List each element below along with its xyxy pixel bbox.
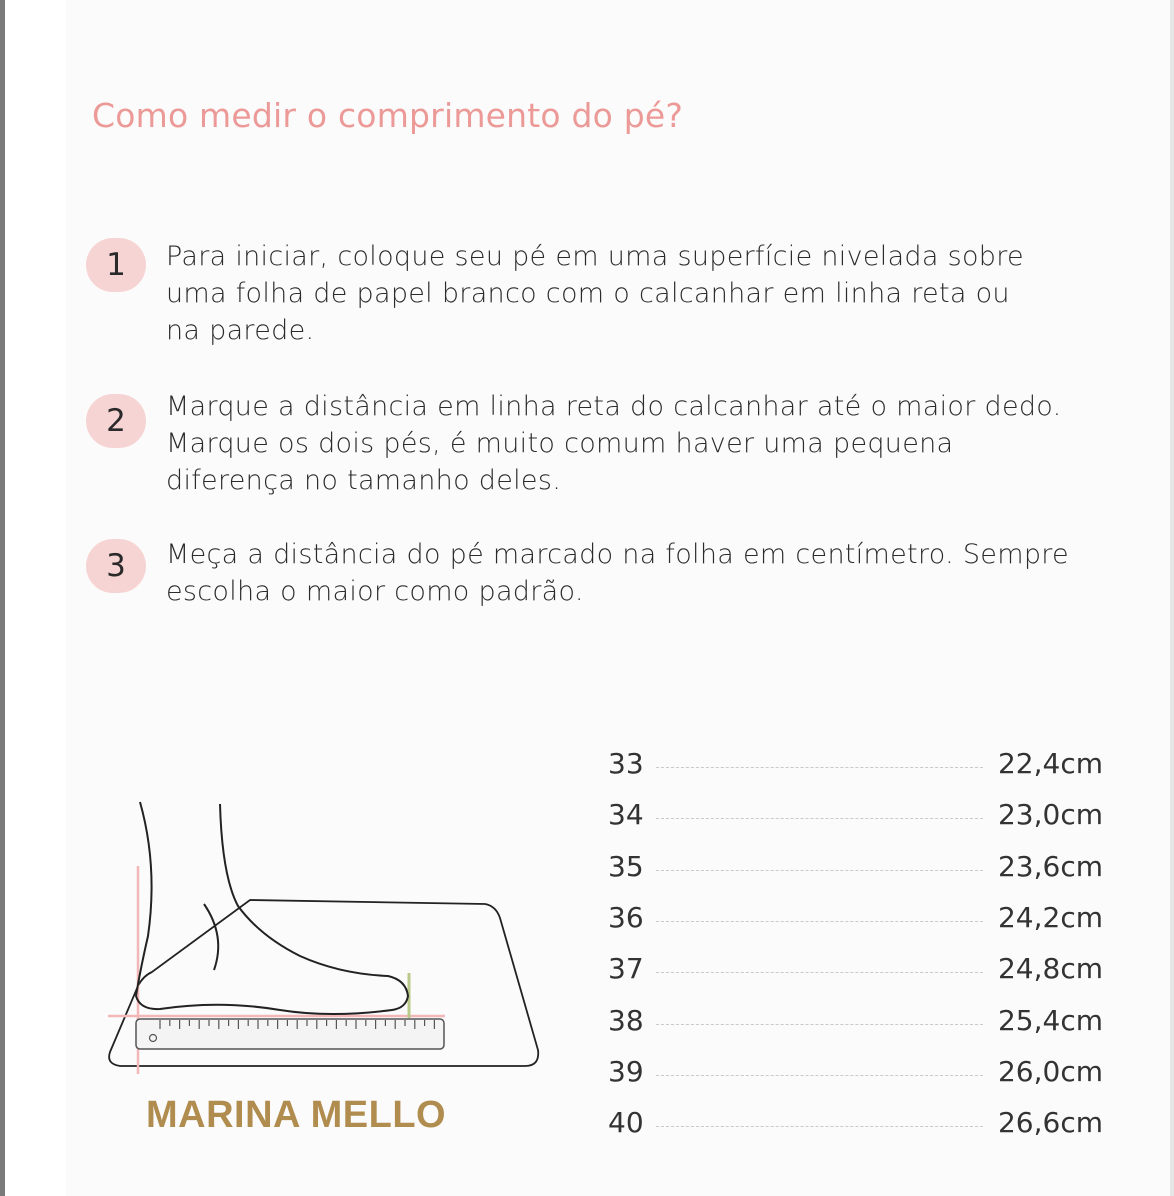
step-text xyxy=(166,238,1141,349)
step-number-badge: 2 xyxy=(86,394,146,448)
step-text xyxy=(166,536,1141,610)
size-row xyxy=(608,1097,1103,1148)
shoe-size: 37 xyxy=(608,952,644,986)
foot-measuring-illustration xyxy=(100,796,550,1081)
step-text-line: escolha o maior como padrão. xyxy=(166,576,584,607)
size-row xyxy=(608,738,1103,789)
foot-outline xyxy=(136,802,408,1014)
foot-length: 24,8cm xyxy=(997,952,1103,986)
size-row xyxy=(608,789,1103,840)
size-row xyxy=(608,943,1103,994)
leader-dots xyxy=(656,870,983,871)
leader-dots xyxy=(656,1024,983,1025)
shoe-size: 38 xyxy=(608,1003,644,1037)
step-text-line: Marque os dois pés, é muito comum haver uma pequena xyxy=(166,428,954,459)
shoe-size: 36 xyxy=(608,901,644,935)
size-row xyxy=(608,841,1103,892)
page-left-edge xyxy=(0,0,5,1196)
step-number-badge: 1 xyxy=(86,238,146,292)
size-row xyxy=(608,994,1103,1045)
step-text xyxy=(166,388,1141,499)
step-text-line: Marque a distância em linha reta do calcanhar até o maior dedo. xyxy=(166,391,1062,422)
brand-logo: MARINA MELLO xyxy=(146,1094,447,1136)
shoe-size: 34 xyxy=(608,798,644,832)
leader-dots xyxy=(656,921,983,922)
step-text-line: Para iniciar, coloque seu pé em uma superfície nivelada sobre xyxy=(166,241,1024,272)
leader-dots xyxy=(656,818,983,819)
page-title: Como medir o comprimento do pé? xyxy=(92,96,684,135)
foot-length: 25,4cm xyxy=(997,1003,1103,1037)
shoe-size: 33 xyxy=(608,747,644,781)
shoe-size: 40 xyxy=(608,1106,644,1140)
step-text-line: diferença no tamanho deles. xyxy=(166,465,562,496)
foot-length: 22,4cm xyxy=(997,747,1103,781)
foot-length: 23,0cm xyxy=(997,798,1103,832)
leader-dots xyxy=(656,767,983,768)
step-text-line: uma folha de papel branco com o calcanhar em linha reta ou xyxy=(166,278,1010,309)
step-number-badge: 3 xyxy=(86,539,146,593)
ankle-curve xyxy=(204,904,218,970)
step-text-line: na parede. xyxy=(166,315,315,346)
shoe-size: 39 xyxy=(608,1054,644,1088)
leader-dots xyxy=(656,1075,983,1076)
leader-dots xyxy=(656,972,983,973)
shoe-size: 35 xyxy=(608,849,644,883)
foot-length: 24,2cm xyxy=(997,901,1103,935)
foot-length: 23,6cm xyxy=(997,849,1103,883)
page-right-edge xyxy=(1170,0,1174,1196)
size-row xyxy=(608,892,1103,943)
foot-length: 26,6cm xyxy=(997,1106,1103,1140)
foot-length: 26,0cm xyxy=(997,1054,1103,1088)
step-text-line: Meça a distância do pé marcado na folha em centímetro. Sempre xyxy=(166,539,1069,570)
leader-dots xyxy=(656,1126,983,1127)
size-row xyxy=(608,1046,1103,1097)
ruler xyxy=(136,1019,444,1049)
size-table xyxy=(608,738,1103,1148)
